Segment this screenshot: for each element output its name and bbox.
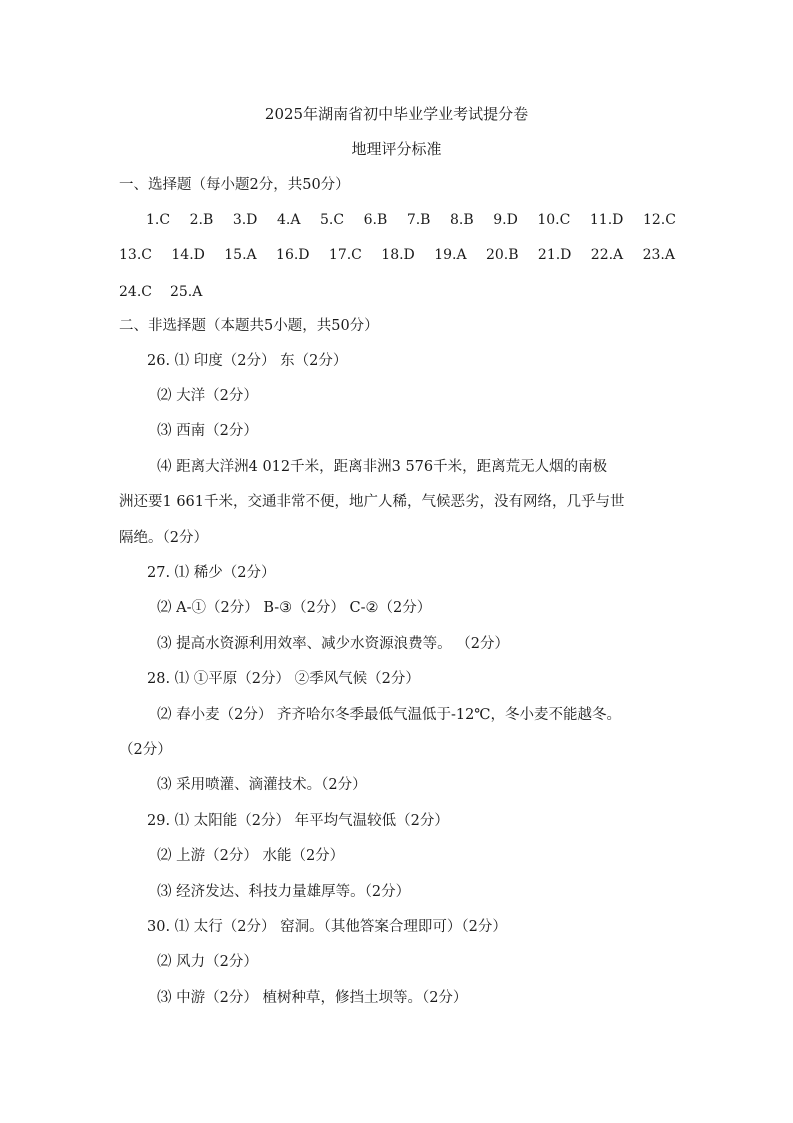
answer-line-26-1: 26. ⑴ 印度（2分） 东（2分）	[147, 353, 348, 369]
answer-line-27-3: ⑶ 提高水资源利用效率、减少水资源浪费等。 （2分）	[157, 636, 509, 652]
answer-item: 1.C	[146, 212, 171, 228]
answer-item: 16.D	[276, 247, 310, 263]
answer-line-28-1: 28. ⑴ ①平原（2分） ②季风气候（2分）	[147, 671, 420, 687]
answer-item: 13.C	[119, 247, 152, 263]
answer-item: 18.D	[381, 247, 415, 263]
answer-line-28-2-cont: （2分）	[119, 742, 172, 758]
answer-line-26-2: ⑵ 大洋（2分）	[157, 388, 258, 404]
document-subtitle: 地理评分标准	[351, 140, 442, 158]
answer-line-26-4-end: 隔绝。（2分）	[119, 530, 208, 546]
answer-item: 23.A	[642, 247, 675, 263]
answer-line-27-1: 27. ⑴ 稀少（2分）	[147, 565, 276, 581]
answer-line-30-2: ⑵ 风力（2分）	[157, 954, 258, 970]
answer-item: 7.B	[406, 212, 431, 228]
answer-line-29-2: ⑵ 上游（2分） 水能（2分）	[157, 848, 345, 864]
answer-item: 21.D	[537, 247, 572, 263]
answer-item: 12.C	[642, 212, 676, 228]
answer-item: 5.C	[319, 212, 345, 228]
answer-line-28-3: ⑶ 采用喷灌、滴灌技术。（2分）	[157, 777, 367, 793]
answer-item: 11.D	[589, 212, 624, 228]
answer-line-29-3: ⑶ 经济发达、科技力量雄厚等。（2分）	[157, 884, 411, 900]
answer-item: 20.B	[485, 247, 519, 263]
answer-line-27-2: ⑵ A-①（2分） B-③（2分） C-②（2分）	[157, 600, 432, 616]
answer-item: 3.D	[232, 212, 258, 228]
answer-item: 4.A	[276, 212, 301, 228]
answer-item: 2.B	[189, 212, 214, 228]
answer-item: 14.D	[171, 247, 205, 263]
answer-line-30-3: ⑶ 中游（2分） 植树种草，修挡土坝等。（2分）	[157, 990, 468, 1006]
answer-item: 15.A	[224, 247, 257, 263]
answers-row-1	[146, 210, 676, 230]
answer-line-28-2: ⑵ 春小麦（2分） 齐齐哈尔冬季最低气温低于-12℃，冬小麦不能越冬。	[157, 707, 622, 723]
answer-line-26-3: ⑶ 西南（2分）	[157, 423, 258, 439]
section-heading-multiple-choice: 一、选择题（每小题2分，共50分）	[119, 177, 350, 193]
answers-row-3	[119, 282, 202, 302]
document-title: 2025年湖南省初中毕业学业考试提分卷	[264, 105, 529, 123]
answer-line-26-4-cont: 洲还要1 661千米，交通非常不便，地广人稀，气候恶劣，没有网络，几乎与世	[119, 494, 625, 510]
answer-item: 17.C	[328, 247, 362, 263]
answer-line-26-4: ⑷ 距离大洋洲4 012千米，距离非洲3 576千米，距离荒无人烟的南极	[157, 459, 608, 475]
answer-item: 25.A	[169, 284, 203, 300]
answer-item: 22.A	[590, 247, 624, 263]
answer-line-30-1: 30. ⑴ 太行（2分） 窑洞。（其他答案合理即可）（2分）	[147, 919, 507, 935]
answer-item: 6.B	[363, 212, 388, 228]
answer-item: 8.B	[450, 212, 474, 228]
section-heading-non-choice: 二、非选择题（本题共5小题，共50分）	[119, 318, 379, 334]
answer-item: 24.C	[119, 284, 152, 300]
answers-row-2	[119, 245, 675, 265]
answer-item: 10.C	[537, 212, 571, 228]
answer-item: 19.A	[434, 247, 467, 263]
answer-line-29-1: 29. ⑴ 太阳能（2分） 年平均气温较低（2分）	[147, 813, 449, 829]
answer-item: 9.D	[493, 212, 518, 228]
